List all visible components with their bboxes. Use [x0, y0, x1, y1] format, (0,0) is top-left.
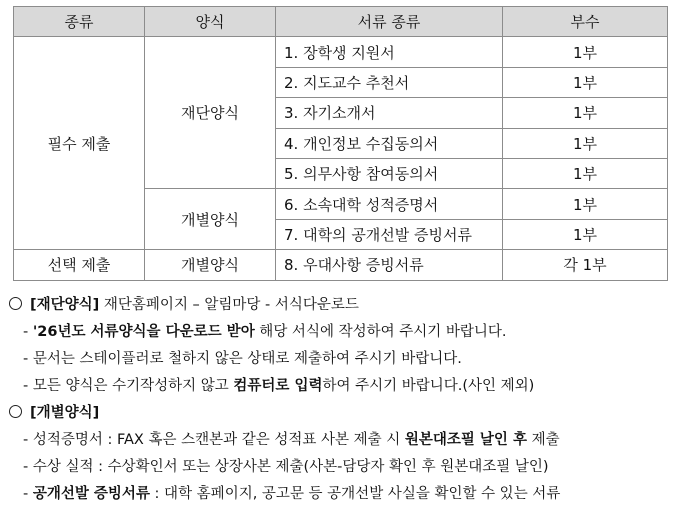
individual-forms-heading — [9, 400, 669, 427]
individual-note-transcript: - 성적증명서 : FAX 혹은 스캔본과 같은 성적표 사본 제출 시 원본대조필 날인 후 제출 — [23, 432, 560, 448]
copies-cell: 1부 — [503, 98, 668, 128]
foundation-note-stapler: - 문서는 스테이플러로 철하지 않은 상태로 제출하여 주시기 바랍니다. — [23, 351, 462, 367]
header-document: 서류 종류 — [276, 7, 503, 37]
header-copies: 부수 — [503, 7, 668, 37]
header-type: 종류 — [14, 7, 145, 37]
table-header-row — [14, 7, 668, 37]
document-cell: 2. 지도교수 추천서 — [276, 67, 503, 97]
form-individual-cell: 개별양식 — [145, 250, 276, 280]
individual-note-selection-proof: - 공개선발 증빙서류 : 대학 홈페이지, 공고문 등 공개선발 사실을 확인할 수 있는 서류 — [23, 486, 561, 502]
notes-section — [9, 292, 669, 508]
form-foundation-cell: 재단양식 — [145, 37, 276, 189]
copies-cell: 1부 — [503, 158, 668, 188]
form-individual-cell: 개별양식 — [145, 189, 276, 250]
circle-bullet-icon — [9, 405, 22, 418]
copies-cell: 1부 — [503, 67, 668, 97]
foundation-note-download: - '26년도 서류양식을 다운로드 받아 해당 서식에 작성하여 주시기 바랍니다. — [23, 324, 507, 340]
document-cell: 7. 대학의 공개선발 증빙서류 — [276, 219, 503, 249]
foundation-forms-path: 재단홈페이지 – 알림마당 - 서식다운로드 — [103, 297, 359, 313]
group-optional-cell: 선택 제출 — [14, 250, 145, 280]
copies-cell: 각 1부 — [503, 250, 668, 280]
document-cell: 5. 의무사항 참여동의서 — [276, 158, 503, 188]
individual-note-awards: - 수상 실적 : 수상확인서 또는 상장사본 제출(사본-담당자 확인 후 원본대조필 날인) — [23, 459, 549, 475]
table-row — [14, 37, 668, 67]
circle-bullet-icon — [9, 297, 22, 310]
table-row — [14, 250, 668, 280]
document-cell: 4. 개인정보 수집동의서 — [276, 128, 503, 158]
document-cell: 1. 장학생 지원서 — [276, 37, 503, 67]
copies-cell: 1부 — [503, 37, 668, 67]
foundation-note-computer: - 모든 양식은 수기작성하지 않고 컴퓨터로 입력하여 주시기 바랍니다.(사인 제외) — [23, 378, 535, 394]
document-cell: 8. 우대사항 증빙서류 — [276, 250, 503, 280]
copies-cell: 1부 — [503, 128, 668, 158]
foundation-forms-heading — [9, 292, 669, 319]
header-form: 양식 — [145, 7, 276, 37]
copies-cell: 1부 — [503, 219, 668, 249]
document-cell: 3. 자기소개서 — [276, 98, 503, 128]
document-cell: 6. 소속대학 성적증명서 — [276, 189, 503, 219]
individual-forms-title: [개별양식] — [30, 405, 100, 421]
copies-cell: 1부 — [503, 189, 668, 219]
foundation-forms-title: [재단양식] — [30, 297, 100, 313]
documents-table — [13, 6, 668, 281]
group-required-cell: 필수 제출 — [14, 37, 145, 250]
